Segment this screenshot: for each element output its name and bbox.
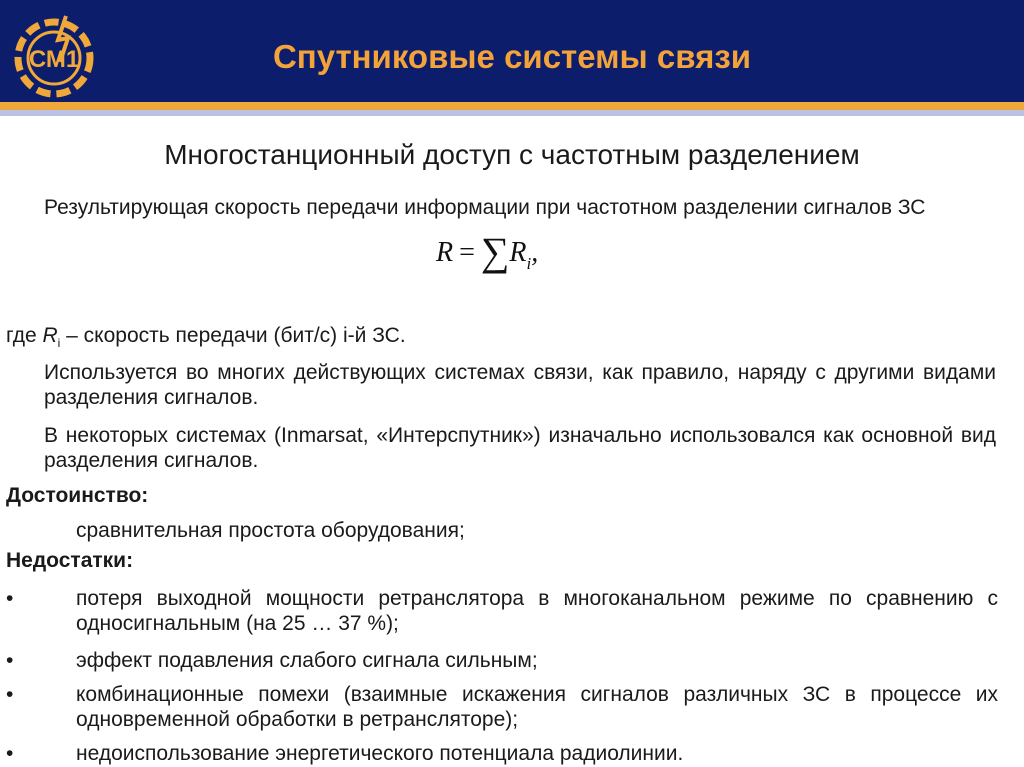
- disadvantage-text: эффект подавления слабого сигнала сильным;: [76, 649, 538, 672]
- page-title: Спутниковые системы связи: [272, 38, 752, 75]
- formula-lhs: R: [436, 237, 454, 268]
- disadvantage-text: недоиспользование энергетического потенциала радиолинии.: [76, 742, 684, 765]
- usage-paragraph-1: [44, 360, 996, 410]
- where-line: [6, 323, 996, 356]
- advantage-heading: Достоинство:: [6, 484, 149, 507]
- disadvantage-text: комбинационные помехи (взаимные искажения сигналов различных ЗС в процессе их одновременной обработки в ретрансляторе);: [76, 683, 998, 731]
- usage-text-2: В некоторых системах (Inmarsat, «Интерспутник») изначально использовался как основной вид разделения сигналов.: [44, 424, 996, 472]
- usage-paragraph-2: [44, 423, 996, 473]
- where-prefix: где: [6, 324, 43, 347]
- intro-paragraph: [44, 195, 996, 220]
- where-sub: i: [57, 336, 61, 351]
- disadvantage-text: потеря выходной мощности ретранслятора в многоканальном режиме по сравнению с односигнальным (на 25 … 37 %);: [76, 587, 998, 635]
- bullet-icon: •: [6, 683, 14, 706]
- bullet-icon: •: [6, 742, 14, 765]
- sum-symbol: ∑: [480, 229, 510, 274]
- slide-subtitle: Многостанционный доступ с частотным разделением: [164, 139, 860, 170]
- formula-rhs: R: [509, 237, 527, 268]
- formula-equals: =: [459, 237, 475, 268]
- intro-text: Результирующая скорость передачи информации при частотном разделении сигналов ЗС: [44, 196, 926, 219]
- advantage-item: сравнительная простота оборудования;: [76, 519, 465, 542]
- bullet-icon: •: [6, 649, 14, 672]
- logo-text: СМ1: [28, 46, 80, 73]
- bullet-icon: •: [6, 587, 14, 610]
- throughput-formula: [436, 224, 539, 274]
- disadvantages-heading: Недостатки:: [6, 549, 134, 572]
- where-var: R: [42, 324, 58, 347]
- formula-tail: ,: [531, 237, 539, 268]
- usage-text-1: Используется во многих действующих системах связи, как правило, наряду с другими видами разделения сигналов.: [44, 361, 996, 409]
- formula-subscript: i: [526, 254, 532, 273]
- where-rest: – скорость передачи (бит/с) i-й ЗС.: [60, 324, 406, 347]
